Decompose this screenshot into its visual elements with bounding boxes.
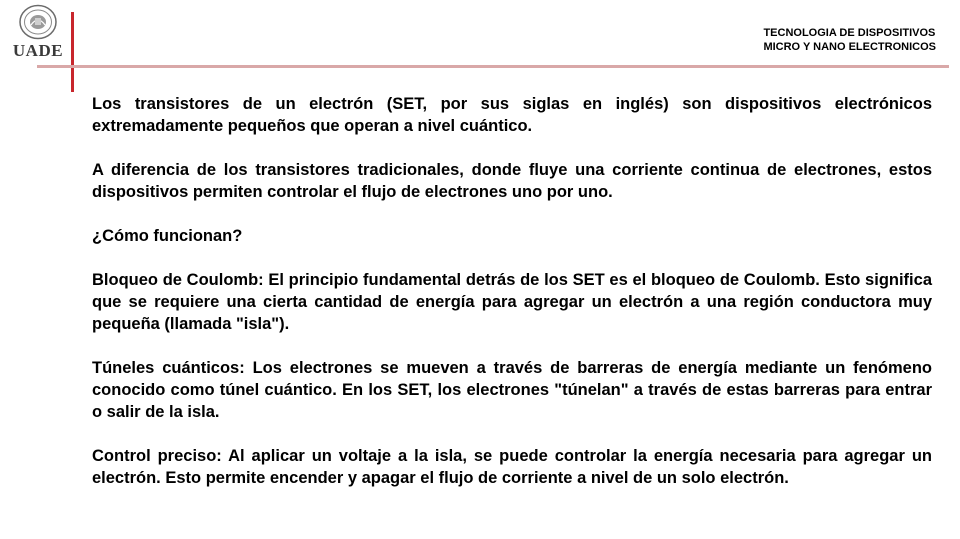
uade-logo (8, 4, 68, 58)
vertical-accent-line (71, 12, 74, 92)
paragraph-quantum-tunneling: Túneles cuánticos: Los electrones se mueven a través de barreras de energía mediante un fenómeno conocido como túnel cuántico. En los SET, los electrones "túnelan" a través de estas barreras para entrar o salir de la isla. (92, 359, 932, 421)
paragraph-coulomb-blockade: Bloqueo de Coulomb: El principio fundamental detrás de los SET es el bloqueo de Coulomb. Esto significa que se requiere una cierta cantidad de energía para agregar un electrón a una región conductora muy pequeña (llamada "isla"). (92, 271, 932, 333)
course-title-line-2: MICRO Y NANO ELECTRONICOS (763, 41, 936, 53)
paragraph-question: ¿Cómo funcionan? (92, 227, 243, 245)
seal-icon (18, 4, 58, 40)
paragraph-difference: A diferencia de los transistores tradicionales, donde fluye una corriente continua de electrones, estos dispositivos permiten controlar el flujo de electrones uno por uno. (92, 161, 932, 201)
paragraph-intro: Los transistores de un electrón (SET, por sus siglas en inglés) son dispositivos electrónicos extremadamente pequeños que operan a nivel cuántico. (92, 95, 932, 135)
course-title (763, 26, 936, 54)
course-title-line-1: TECNOLOGIA DE DISPOSITIVOS (763, 27, 936, 39)
logo-text: UADE (12, 41, 64, 60)
paragraph-precise-control: Control preciso: Al aplicar un voltaje a la isla, se puede controlar la energía necesaria para agregar un electrón. Esto permite encender y apagar el flujo de corriente a nivel de un solo electrón. (92, 447, 932, 487)
header-divider (37, 65, 949, 68)
slide-body (92, 93, 932, 511)
